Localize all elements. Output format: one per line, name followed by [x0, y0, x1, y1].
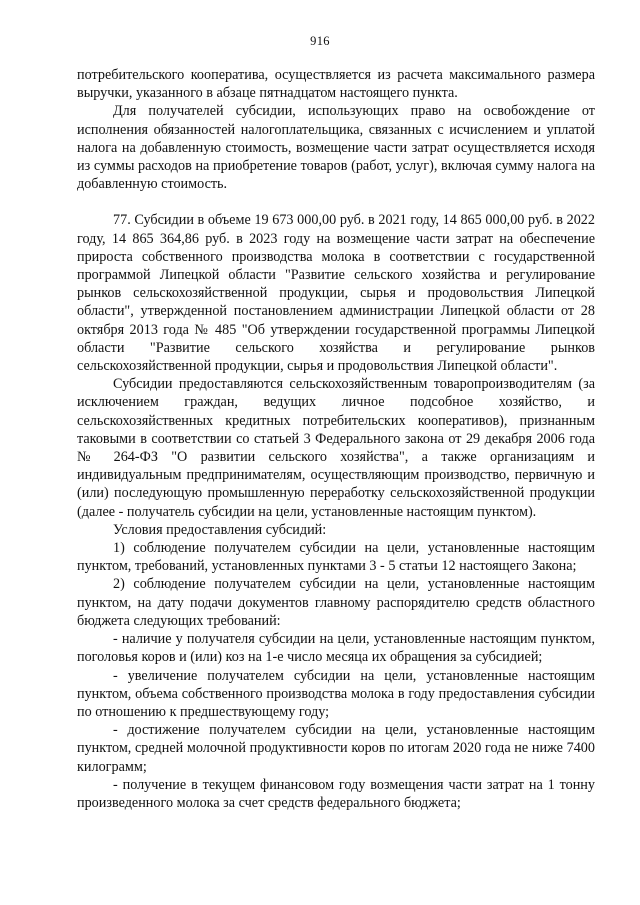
paragraph-requirement-productivity: - достижение получателем субсидии на цели, установленные настоящим пунктом, средней молочной продуктивности коров по итогам 2020 года не ниже 7400 килограмм;	[77, 722, 595, 775]
paragraph-recipients: Субсидии предоставляются сельскохозяйственным товаропроизводителям (за исключением граждан, ведущих личное подсобное хозяйство, и сельскохозяйственных кредитных потребительских кооперативов), признанным таковыми в соответствии со статьей 3 Федерального закона от 29 декабря 2006 года № 264-ФЗ "О развитии сельского хозяйства", а также организациям и индивидуальным предпринимателям, осуществляющим производство, первичную и (или) последующую промышленную переработку сельскохозяйственной продукции (далее - получатель субсидии на цели, установленные настоящим пунктом).	[77, 376, 595, 520]
document-body	[77, 66, 595, 812]
paragraph-clause-77: 77. Субсидии в объеме 19 673 000,00 руб. в 2021 году, 14 865 000,00 руб. в 2022 году, 14 865 364,86 руб. в 2023 году на возмещение части затрат на обеспечение прироста собственного производства молока в соответствии с государственной программой Липецкой области "Развитие сельского хозяйства и регулирование рынков сельскохозяйственной продукции, сырья и продовольствия Липецкой области", утвержденной постановлением администрации Липецкой области от 28 октября 2013 года № 485 "Об утверждении государственной программы Липецкой области "Развитие сельского хозяйства и регулирование рынков сельскохозяйственной продукции, сырья и продовольствия Липецкой области".	[77, 212, 595, 375]
page-number: 916	[310, 34, 330, 48]
paragraph-conditions-heading: Условия предоставления субсидий:	[113, 521, 327, 538]
paragraph-continuation: потребительского кооператива, осуществляется из расчета максимального размера выручки, указанного в абзаце пятнадцатом настоящего пункта.	[77, 67, 595, 102]
paragraph-requirement-production-growth: - увеличение получателем субсидии на цели, установленные настоящим пунктом, объема собственного производства молока в году предоставления субсидии по отношению к предшествующему году;	[77, 667, 595, 720]
paragraph-vat-exemption: Для получателей субсидии, использующих право на освобождение от исполнения обязанностей налогоплательщика, связанных с исчислением и уплатой налога на добавленную стоимость, возмещение части затрат осуществляется исходя из суммы расходов на приобретение товаров (работ, услуг), включая сумму налога на добавленную стоимость.	[77, 103, 595, 193]
paragraph-requirement-livestock: - наличие у получателя субсидии на цели, установленные настоящим пунктом, поголовья коров и (или) коз на 1-е число месяца их обращения за субсидией;	[77, 631, 595, 666]
paragraph-condition-2: 2) соблюдение получателем субсидии на цели, установленные настоящим пунктом, на дату подачи документов главному распорядителю средств областного бюджета следующих требований:	[77, 576, 595, 629]
paragraph-requirement-federal-funds: - получение в текущем финансовом году возмещения части затрат на 1 тонну произведенного молока за счет средств федерального бюджета;	[77, 776, 595, 811]
paragraph-condition-1: 1) соблюдение получателем субсидии на цели, установленные настоящим пунктом, требований, установленных пунктами 3 - 5 статьи 12 настоящего Закона;	[77, 540, 595, 575]
